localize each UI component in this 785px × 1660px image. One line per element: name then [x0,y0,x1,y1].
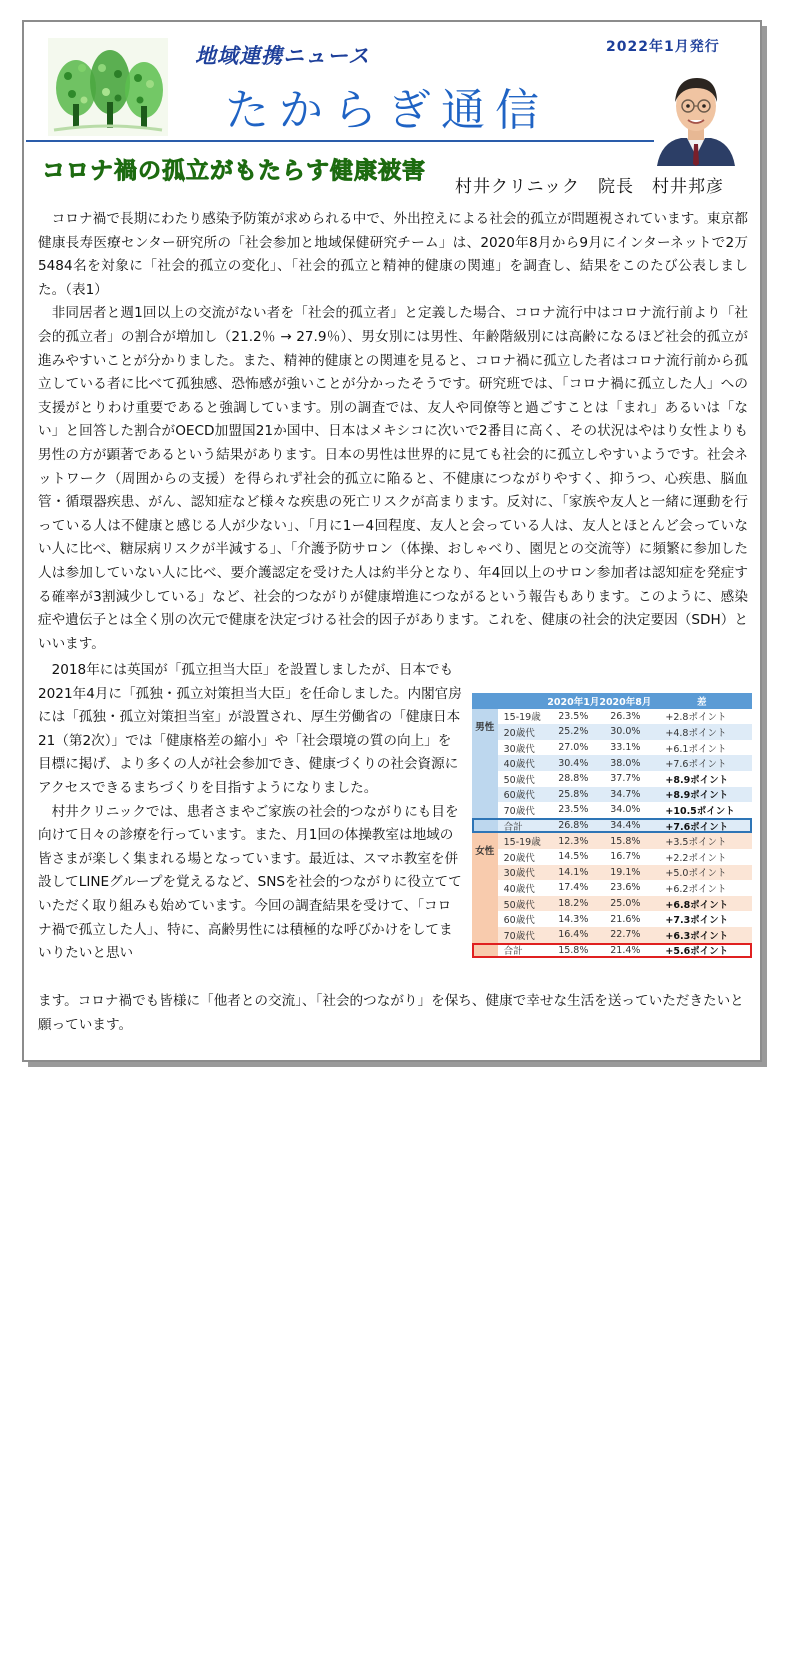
table-header [472,693,498,709]
age-cell: 合計 [498,943,548,959]
table-header: 2020年1月 [547,693,599,709]
diff-value: +6.2ポイント [651,880,752,896]
age-cell: 70歳代 [498,802,548,818]
jan-value: 12.3% [547,833,599,849]
male-total-row [472,818,752,834]
article-headline: コロナ禍の孤立がもたらす健康被害 [42,158,426,184]
diff-value: +6.1ポイント [651,740,752,756]
aug-value: 21.6% [599,911,651,927]
female-total-row [472,943,752,959]
table-row [472,787,752,803]
jan-value: 16.4% [547,927,599,943]
age-cell: 60歳代 [498,787,548,803]
diff-value: +8.9ポイント [651,787,752,803]
aug-value: 21.4% [599,943,651,959]
aug-value: 25.0% [599,896,651,912]
aug-value: 34.0% [599,802,651,818]
aug-value: 23.6% [599,880,651,896]
table-header-row [472,693,752,709]
sex-label: 男性 [472,709,498,834]
frame-shadow [762,26,767,1066]
table-row [472,802,752,818]
jan-value: 15.8% [547,943,599,959]
diff-value: +5.6ポイント [651,943,752,959]
male-group [472,709,752,834]
aug-value: 38.0% [599,755,651,771]
paragraph: ます。コロナ禍でも皆様に「他者との交流」、「社会的つながり」を保ち、健康で幸せな生活を送っていただきたいと願っています。 [38,993,744,1033]
table-row [472,771,752,787]
jan-value: 18.2% [547,896,599,912]
diff-value: +3.5ポイント [651,833,752,849]
diff-value: +5.0ポイント [651,865,752,881]
issue-date: 2022年1月発行 [606,39,720,55]
aug-value: 37.7% [599,771,651,787]
stats-table [472,693,752,958]
jan-value: 14.3% [547,911,599,927]
paragraph: 非同居者と週1回以上の交流がない者を「社会的孤立者」と定義した場合、コロナ流行中はコロナ流行前より「社会的孤立者」の割合が増加し（21.2％ → 27.9％）、男女別には男性、年齢階級別には高齢になるほど社会的孤立が進みやすいことが分かりました。また、精神的健康との関連を見ると、コロナ禍に孤立した者はコロナ流行前から孤立している者に比べて孤独感、恐怖感が強いことが分かったそうです。研究班では、「コロナ禍に孤立した人」への支援がとりわけ重要であると強調しています。別の調査では、友人や同僚等と過ごすことは「まれ」あるいは「ない」と回答した割合がOECD加盟国21か国中、日本はメキシコに次いで2番目に高く、その状況はやはり女性よりも男性の方が顕著であるという結果があります。日本の男性は世界的に見ても社会的に孤立しやすいようです。社会ネットワーク（周囲からの支援）を得られず社会的孤立に陥ると、不健康につながりやすく、抑うつ、心疾患、脳血管・循環器疾患、がん、認知症など様々な疾患の死亡リスクが高まります。反対に、「家族や友人と一緒に運動を行っている人は不健康と感じる人が少ない」、「月に1ー4回程度、友人と会っている人は、友人とほとんど会っていない人に比べ、糖尿病リスクが半減する」、「介護予防サロン（体操、おしゃべり、園児との交流等）に頻繁に参加した人は参加していない人に比べ、要介護認定を受けた人は約半分となり、年4回以上のサロン参加者は認知症を発症する確率が3割減少している」など、社会的つながりが健康増進につながるという報告もあります。このように、感染症や遺伝子とは全く別の次元で健康を決定づける社会的因子があります。これを、健康の社会的決定要因（SDH）といいます。 [38,305,748,652]
sex-label: 女性 [472,833,498,958]
aug-value: 19.1% [599,865,651,881]
jan-value: 28.8% [547,771,599,787]
isolation-table [472,693,752,967]
table-row [472,896,752,912]
aug-value: 30.0% [599,724,651,740]
table-row [472,755,752,771]
table-header: 差 [651,693,752,709]
table-row [472,880,752,896]
author-portrait [655,68,737,166]
paragraph: コロナ禍で長期にわたり感染予防策が求められる中で、外出控えによる社会的孤立が問題視されています。東京都健康長寿医療センター研究所の「社会参加と地域保健研究チーム」は、2020年8月から9月にインターネットで2万5484名を対象に「社会的孤立の変化」、「社会的孤立と精神的健康の関連」を調査し、結果をこのたび公表しました。（表1） [38,211,748,298]
table-row [472,724,752,740]
diff-value: +6.8ポイント [651,896,752,912]
aug-value: 26.3% [599,709,651,725]
jan-value: 23.5% [547,802,599,818]
age-cell: 40歳代 [498,880,548,896]
age-cell: 20歳代 [498,724,548,740]
table-header: 2020年8月 [599,693,651,709]
jan-value: 23.5% [547,709,599,725]
table-header [498,693,548,709]
diff-value: +7.3ポイント [651,911,752,927]
diff-value: +8.9ポイント [651,771,752,787]
age-cell: 15-19歳 [498,833,548,849]
aug-value: 33.1% [599,740,651,756]
age-cell: 合計 [498,818,548,834]
diff-value: +2.2ポイント [651,849,752,865]
age-cell: 15-19歳 [498,709,548,725]
table-row [472,927,752,943]
jan-value: 14.1% [547,865,599,881]
aug-value: 22.7% [599,927,651,943]
jan-value: 30.4% [547,755,599,771]
jan-value: 14.5% [547,849,599,865]
jan-value: 25.2% [547,724,599,740]
jan-value: 25.8% [547,787,599,803]
newsletter-label: 地域連携ニュース [195,44,370,68]
table-row [472,849,752,865]
diff-value: +2.8ポイント [651,709,752,725]
age-cell: 70歳代 [498,927,548,943]
page-title: たからぎ通信 [225,85,549,136]
age-cell: 60歳代 [498,911,548,927]
article-body [38,208,748,656]
table-row [472,709,752,725]
age-cell: 50歳代 [498,771,548,787]
frame-shadow [28,1062,767,1067]
age-cell: 50歳代 [498,896,548,912]
table-row [472,833,752,849]
female-group [472,833,752,958]
aug-value: 16.7% [599,849,651,865]
table-row [472,865,752,881]
jan-value: 27.0% [547,740,599,756]
aug-value: 34.4% [599,818,651,834]
article-body-wrapped [38,659,464,966]
table-row [472,911,752,927]
header-divider [26,140,654,142]
age-cell: 30歳代 [498,865,548,881]
paragraph: 2018年には英国が「孤立担当大臣」を設置しましたが、日本でも2021年4月に「孤独・孤立対策担当大臣」を任命しました。内閣官房には「孤独・孤立対策担当室」が設置され、厚生労働省の「健康日本21（第2次）」では「健康格差の縮小」や「社会環境の質の向上」を目標に掲げ、より多くの人が社会参加でき、健康づくりの社会資源にアクセスできるまちづくりを目指すようになりました。 [38,662,462,796]
aug-value: 15.8% [599,833,651,849]
jan-value: 26.8% [547,818,599,834]
article-byline: 村井クリニック 院長 村井邦彦 [455,177,724,197]
tree-logo [48,38,168,136]
jan-value: 17.4% [547,880,599,896]
diff-value: +10.5ポイント [651,802,752,818]
aug-value: 34.7% [599,787,651,803]
diff-value: +7.6ポイント [651,755,752,771]
age-cell: 40歳代 [498,755,548,771]
paragraph: 村井クリニックでは、患者さまやご家族の社会的つながりにも目を向けて日々の診療を行っています。また、月1回の体操教室は地域の皆さまが楽しく集まれる場となっています。最近は、スマホ教室を併設してLINEグループを覚えるなど、SNSを社会的つながりに役立てていただく取り組みも始めています。今回の調査結果を受けて、「コロナ禍で孤立した人」、特に、高齢男性には積極的な呼びかけをしてまいりたいと思い [38,803,462,962]
age-cell: 20歳代 [498,849,548,865]
article-closing [38,990,748,1037]
table-row [472,740,752,756]
diff-value: +6.3ポイント [651,927,752,943]
diff-value: +4.8ポイント [651,724,752,740]
diff-value: +7.6ポイント [651,818,752,834]
age-cell: 30歳代 [498,740,548,756]
